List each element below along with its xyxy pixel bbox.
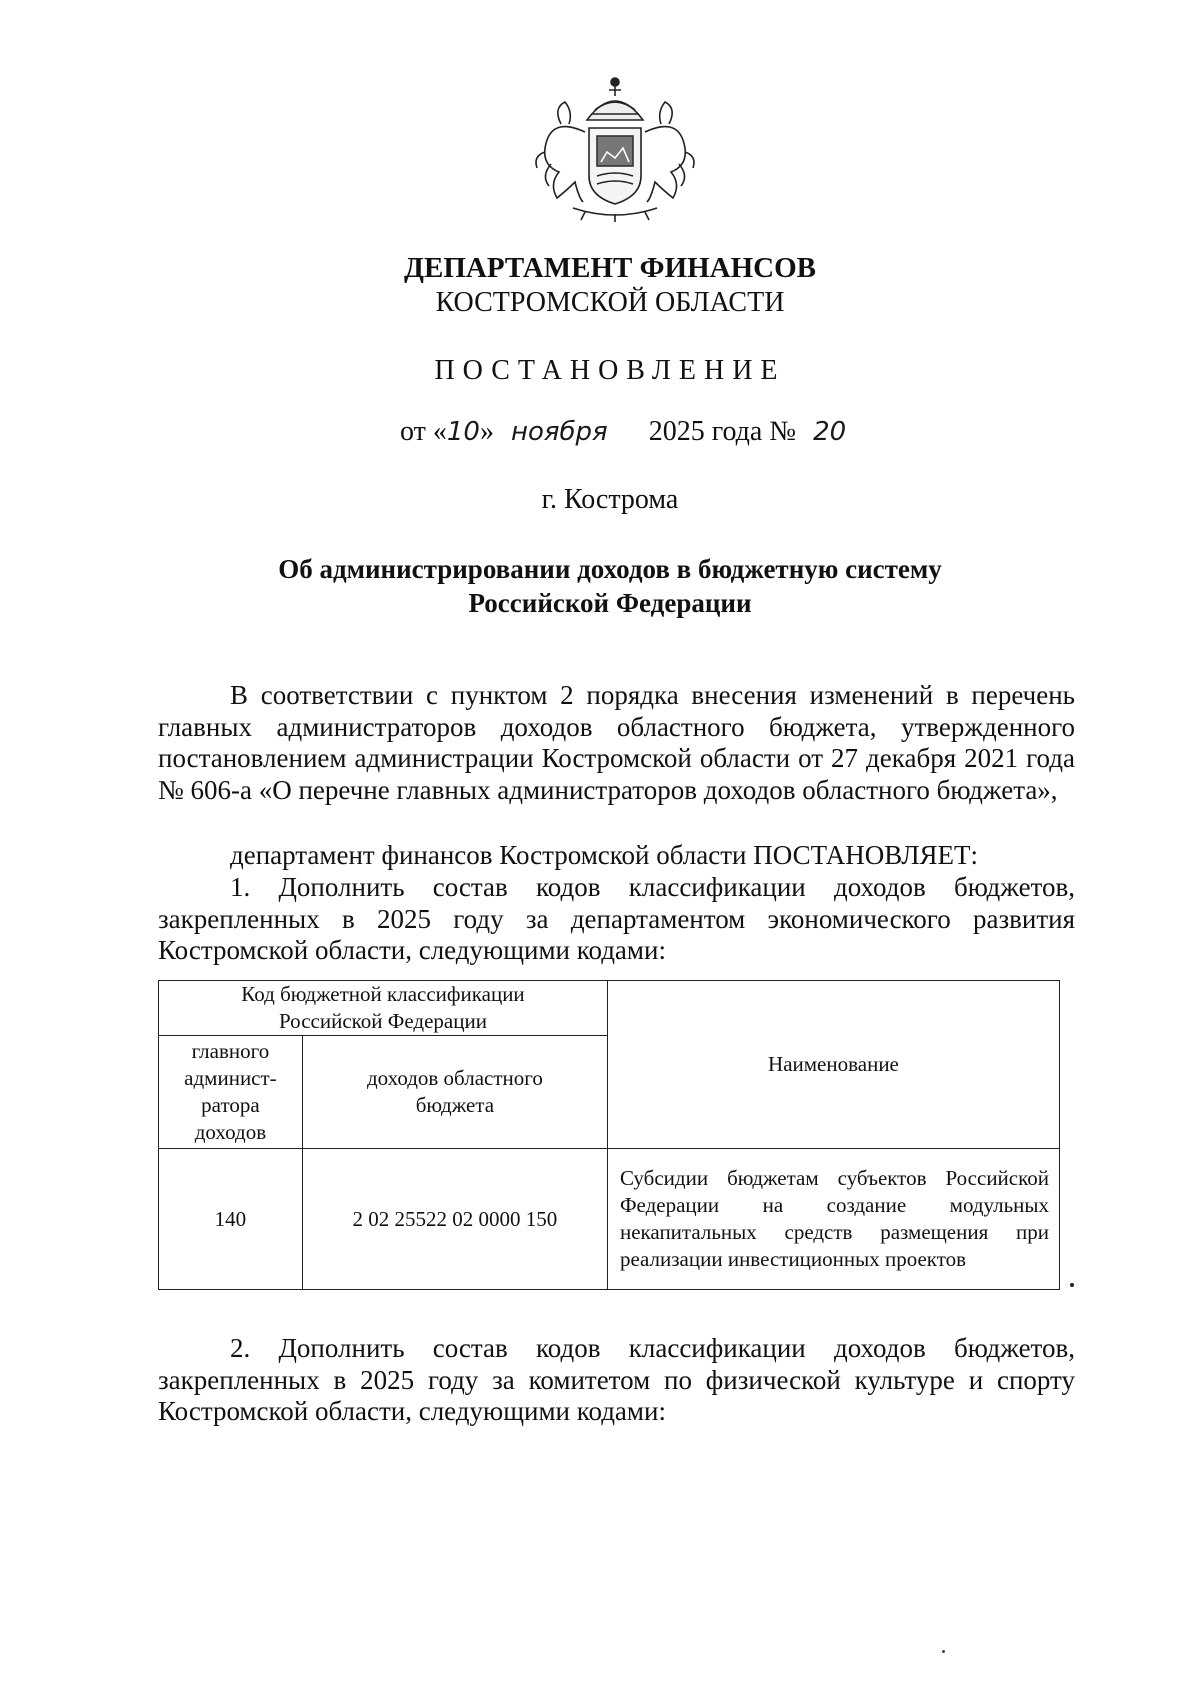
document-number: 20 bbox=[813, 417, 847, 447]
cell-code: 2 02 25522 02 0000 150 bbox=[302, 1149, 607, 1290]
date-day: 10 bbox=[446, 417, 480, 447]
date-line bbox=[400, 416, 846, 448]
item-1-text: 1. Дополнить состав кодов классификации доходов бюджетов, закрепленных в 2025 году за департаментом экономического развития Костромской области, следующими кодами: bbox=[158, 872, 1075, 965]
item-2 bbox=[158, 1333, 1075, 1428]
col-admin-header: главного админист-ратора доходов bbox=[159, 1036, 303, 1149]
date-prefix: от « bbox=[400, 416, 447, 447]
document-subject bbox=[0, 552, 1200, 620]
end-of-table-mark bbox=[1070, 1283, 1074, 1287]
scan-speck bbox=[942, 1650, 945, 1653]
item-1 bbox=[158, 872, 1075, 967]
cell-name: Субсидии бюджетам субъектов Российской Федерации на создание модульных некапитальных средств размещения при реализации инвестиционных проектов bbox=[607, 1149, 1059, 1290]
table-header-row bbox=[159, 981, 1060, 1036]
subject-line-1: Об администрировании доходов в бюджетную систему bbox=[278, 554, 942, 584]
cell-admin: 140 bbox=[159, 1149, 303, 1290]
coat-of-arms-icon bbox=[525, 72, 705, 224]
item-2-text: 2. Дополнить состав кодов классификации доходов бюджетов, закрепленных в 2025 году за комитетом по физической культуре и спорту Костромской области, следующими кодами: bbox=[158, 1333, 1075, 1426]
paragraph-resolves: департамент финансов Костромской области ПОСТАНОВЛЯЕТ: bbox=[230, 840, 979, 870]
date-close-quote: » bbox=[479, 416, 494, 447]
col-income-header: доходов областного бюджета bbox=[302, 1036, 607, 1149]
table-row bbox=[159, 1149, 1060, 1290]
group-header: Код бюджетной классификации Российской Федерации bbox=[159, 981, 608, 1036]
subject-line-2: Российской Федерации bbox=[468, 588, 752, 618]
paragraph-basis bbox=[158, 680, 1075, 806]
date-year: 2025 года № bbox=[648, 416, 797, 447]
city: г. Кострома bbox=[541, 484, 679, 515]
col-name-header: Наименование bbox=[607, 981, 1059, 1149]
document-type: ПОСТАНОВЛЕНИЕ bbox=[434, 355, 786, 386]
organization-title: ДЕПАРТАМЕНТ ФИНАНСОВ bbox=[404, 252, 816, 284]
organization-subtitle: КОСТРОМСКОЙ ОБЛАСТИ bbox=[435, 287, 785, 318]
basis-text: В соответствии с пунктом 2 порядка внесения изменений в перечень главных администраторов доходов областного бюджета, утвержденного постановлением администрации Костромской области от 27 декабря 2021 года № 606-а «О перечне главных администраторов доходов областного бюджета», bbox=[158, 680, 1075, 805]
date-month: ноября bbox=[510, 417, 608, 447]
codes-table bbox=[158, 980, 1060, 1290]
